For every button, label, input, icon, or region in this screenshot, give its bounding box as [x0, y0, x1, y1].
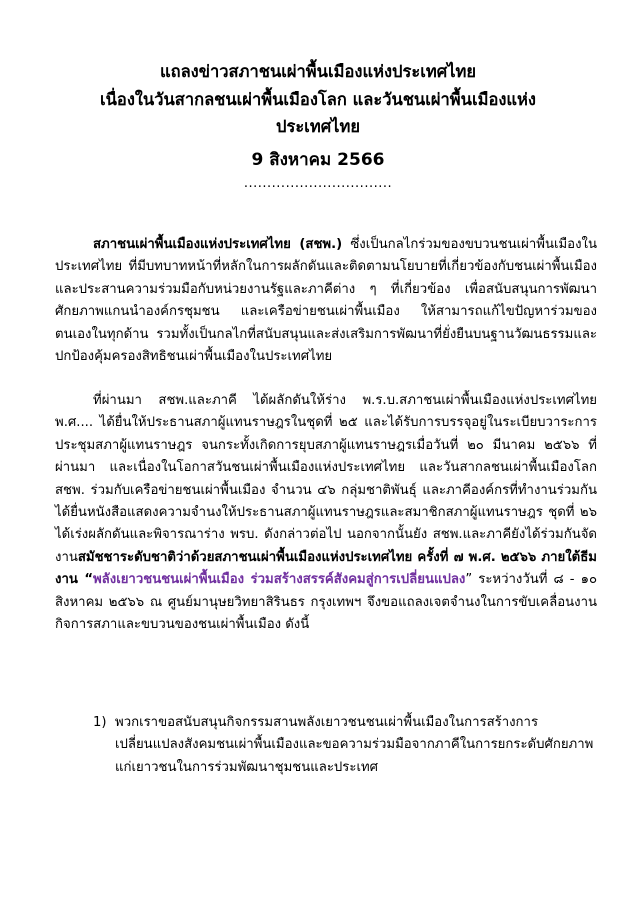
event-name: สมัชชาระดับชาติว่าด้วยสภาชนเผ่าพื้นเมืองแห่งประเทศไทย ครั้งที่ ๗ พ.ศ. ๒๕๖๖ ภายใต้ธีมงาน: [55, 549, 597, 588]
list-item-text: พวกเราขอสนับสนุนกิจกรรมสานพลังเยาวชนชนเผ่าพื้นเมืองในการสร้างการเปลี่ยนแปลงสังคมชนเผ่าพื้นเมืองและขอความร่วมมือจากภาคีในการยกระดับศักยภาพแก่เยาวชนในการร่วมพัฒนาชุมชนและประเทศ: [115, 715, 594, 775]
separator-dots: ................................: [243, 176, 393, 191]
paragraph-background-text-end: ” ระหว่างวันที่ ๘ - ๑๐ สิงหาคม ๒๕๖๖ ณ ศูนย์มานุษยวิทยาสิรินธร กรุงเทพฯ จึงขอแถลงเจตจำนงในการขับเคลื่อนงานกิจการสภาและขบวนของชนเผ่าพื้นเมือง ดังนี้: [55, 572, 597, 633]
document-date: 9 สิงหาคม 2566: [251, 150, 385, 170]
page-title: แถลงข่าวสภาชนเผ่าพื้นเมืองแห่งประเทศไทย: [159, 62, 477, 81]
resolution-list: [93, 712, 597, 779]
quote-open: “: [77, 572, 93, 588]
list-item-number: 1): [93, 715, 107, 730]
paragraph-intro-text: ซึ่งเป็นกลไกร่วมของขบวนชนเผ่าพื้นเมืองในประเทศไทย ที่มีบทบาทหน้าที่หลักในการผลักดันและติดตามนโยบายที่เกี่ยวข้องกับชนเผ่าพื้นเมือง และประสานความร่วมมือกับหน่วยงานรัฐและภาคีต่าง ๆ ที่เกี่ยวข้อง เพื่อสนับสนุนการพัฒนาศักยภาพแกนนำองค์กรชุมชน และเครือข่ายชนเผ่าพื้นเมือง ให้สามารถแก้ไขปัญหาร่วมของตนเองในทุกด้าน รวมทั้งเป็นกลไกที่สนับสนุนและส่งเสริมการพัฒนาที่ยั่งยืนบนฐานวัฒนธรรมและปกป้องคุ้มครองสิทธิชนเผ่าพื้นเมืองในประเทศไทย: [55, 237, 597, 365]
paragraph-background-text: ที่ผ่านมา สชพ.และภาคี ได้ผลักดันให้ร่าง พ.ร.บ.สภาชนเผ่าพื้นเมืองแห่งประเทศไทย พ.ศ.... ได้ยื่นให้ประธานสภาผู้แทนราษฎรในชุดที่ ๒๕ และได้รับการบรรจุอยู่ในระเบียบวาระการประชุมสภาผู้แทนราษฎร จนกระทั้งเกิดการยุบสภาผู้แทนราษฎรเมื่อวันที่ ๒๐ มีนาคม ๒๕๖๖ ที่ผ่านมา และเนื่องในโอกาสวันชนเผ่าพื้นเมืองแห่งประเทศไทย และวันสากลชนเผ่าพื้นเมืองโลก สชพ. ร่วมกับเครือข่ายชนเผ่าพื้นเมือง จำนวน ๔๖ กลุ่มชาติพันธุ์ และภาคีองค์กรที่ทำงานร่วมกัน ได้ยื่นหนังสือแสดงความจำนงให้ประธานสภาผู้แทนราษฎรและสมาชิกสภาผู้แทนราษฎร ชุดที่ ๒๖ ได้เร่งผลักดันและพิจารณาร่าง พรบ. ดังกล่าวต่อไป นอกจากนั้นยัง สชพ.และภาคียังได้ร่วมกันจัดงาน: [55, 393, 597, 565]
paragraph-background: [55, 390, 597, 636]
paragraph-intro: [55, 234, 597, 368]
page-subtitle-continued: ประเทศไทย: [275, 117, 361, 136]
organization-name: สภาชนเผ่าพื้นเมืองแห่งประเทศไทย (สชพ.): [93, 237, 343, 252]
event-theme: พลังเยาวชนชนเผ่าพื้นเมือง ร่วมสร้างสรรค์สังคมสู่การเปลี่ยนแปลง: [92, 572, 466, 588]
page-subtitle: เนื่องในวันสากลชนเผ่าพื้นเมืองโลก และวันชนเผ่าพื้นเมืองแห่ง: [99, 90, 536, 109]
list-item: [93, 712, 597, 779]
